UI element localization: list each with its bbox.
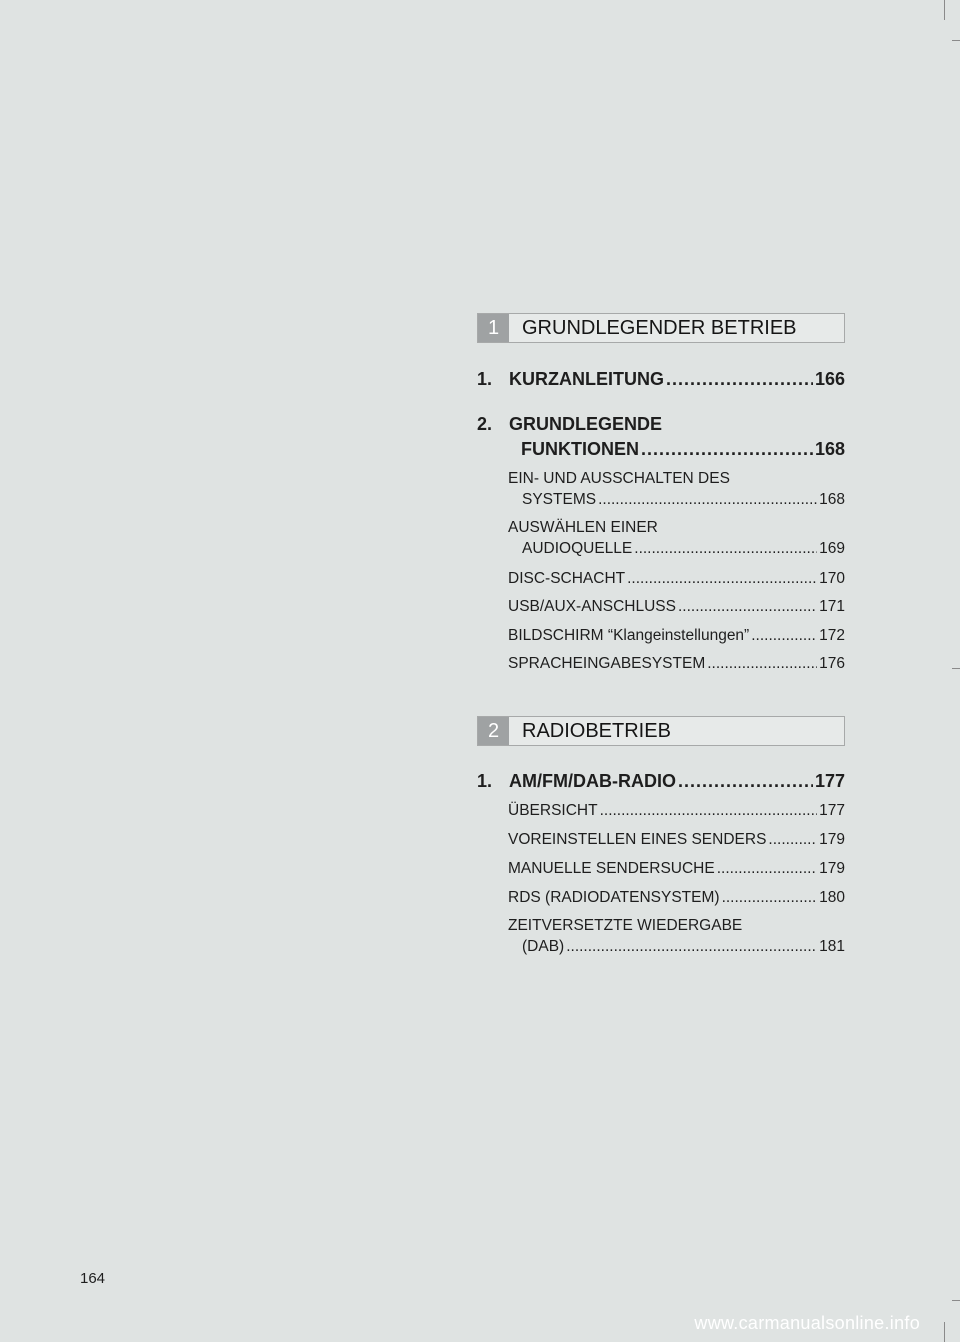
chapter-number: 2.	[477, 414, 493, 434]
toc-item-rds[interactable]	[508, 889, 845, 907]
item-page: 177	[819, 802, 845, 819]
toc-chapter-grundlegende-funktionen[interactable]	[477, 414, 845, 460]
item-title: ÜBERSICHT	[508, 802, 598, 819]
item-title-line2: AUDIOQUELLE	[522, 540, 633, 557]
item-page: 171	[819, 598, 845, 615]
toc-item-uebersicht[interactable]	[508, 802, 845, 820]
item-page: 169	[819, 540, 845, 557]
toc-item-klangeinstellungen[interactable]	[508, 627, 845, 645]
chapter-title: KURZANLEITUNG	[509, 369, 664, 389]
section-number: 2	[478, 717, 509, 745]
watermark: www.carmanualsonline.info	[694, 1313, 920, 1333]
item-title-line1: AUSWÄHLEN EINER	[508, 519, 658, 536]
item-title-line2: (DAB)	[522, 938, 565, 955]
item-page: 170	[819, 570, 845, 587]
toc-item-voreinstellen-senders[interactable]	[508, 831, 845, 849]
chapter-page: 177	[814, 771, 845, 791]
item-page: 176	[819, 655, 845, 672]
chapter-page: 166	[814, 369, 845, 389]
item-title: DISC-SCHACHT	[508, 570, 626, 587]
toc-item-auswaehlen-audioquelle[interactable]	[508, 519, 845, 558]
section-header-2	[477, 716, 845, 746]
item-title-line1: ZEITVERSETZTE WIEDERGABE	[508, 917, 743, 934]
leader-dots	[751, 627, 817, 645]
item-page: 179	[819, 831, 845, 848]
chapter-title-line2: FUNKTIONEN	[521, 439, 639, 459]
item-page: 172	[819, 627, 845, 644]
page-number: 164	[80, 1270, 106, 1287]
leader-dots	[600, 802, 818, 820]
leader-dots	[627, 570, 817, 588]
item-page: 180	[819, 889, 845, 906]
item-page: 181	[819, 938, 845, 955]
leader-dots	[768, 831, 817, 849]
crop-mark	[952, 1300, 960, 1301]
section-header-1	[477, 313, 845, 343]
crop-mark	[952, 40, 960, 41]
crop-mark	[944, 1322, 945, 1342]
leader-dots	[634, 540, 817, 558]
toc-item-manuelle-sendersuche[interactable]	[508, 860, 845, 878]
crop-mark	[944, 0, 945, 20]
section-number: 1	[478, 314, 509, 342]
item-title: BILDSCHIRM “Klangeinstellungen”	[508, 627, 750, 644]
leader-dots	[666, 369, 813, 390]
leader-dots	[598, 491, 817, 509]
item-title: MANUELLE SENDERSUCHE	[508, 860, 715, 877]
chapter-number: 1.	[477, 369, 493, 389]
section-title: GRUNDLEGENDER BETRIEB	[522, 316, 797, 339]
item-title: VOREINSTELLEN EINES SENDERS	[508, 831, 767, 848]
toc-item-ein-und-ausschalten[interactable]	[508, 470, 845, 509]
item-title: USB/AUX-ANSCHLUSS	[508, 598, 676, 615]
toc-chapter-am-fm-dab-radio[interactable]	[477, 771, 845, 792]
leader-dots	[722, 889, 818, 907]
chapter-title-line1: GRUNDLEGENDE	[509, 414, 663, 434]
toc-item-disc-schacht[interactable]	[508, 570, 845, 588]
item-title: SPRACHEINGABESYSTEM	[508, 655, 706, 672]
leader-dots	[641, 439, 813, 460]
leader-dots	[678, 771, 813, 792]
section-title: RADIOBETRIEB	[522, 719, 671, 742]
item-title-line1: EIN- UND AUSSCHALTEN DES	[508, 470, 730, 487]
leader-dots	[678, 598, 817, 616]
item-title: RDS (RADIODATENSYSTEM)	[508, 889, 720, 906]
leader-dots	[717, 860, 817, 878]
item-page: 168	[819, 491, 845, 508]
crop-mark	[952, 668, 960, 669]
leader-dots	[566, 938, 817, 956]
toc-item-usb-aux[interactable]	[508, 598, 845, 616]
chapter-number: 1.	[477, 771, 493, 791]
toc-chapter-kurzanleitung[interactable]	[477, 369, 845, 390]
toc-item-zeitversetzte-wiedergabe[interactable]	[508, 917, 845, 956]
leader-dots	[707, 655, 817, 673]
item-page: 179	[819, 860, 845, 877]
toc-item-spracheingabesystem[interactable]	[508, 655, 845, 673]
chapter-title: AM/FM/DAB-RADIO	[509, 771, 676, 791]
item-title-line2: SYSTEMS	[522, 491, 597, 508]
chapter-page: 168	[814, 439, 845, 459]
